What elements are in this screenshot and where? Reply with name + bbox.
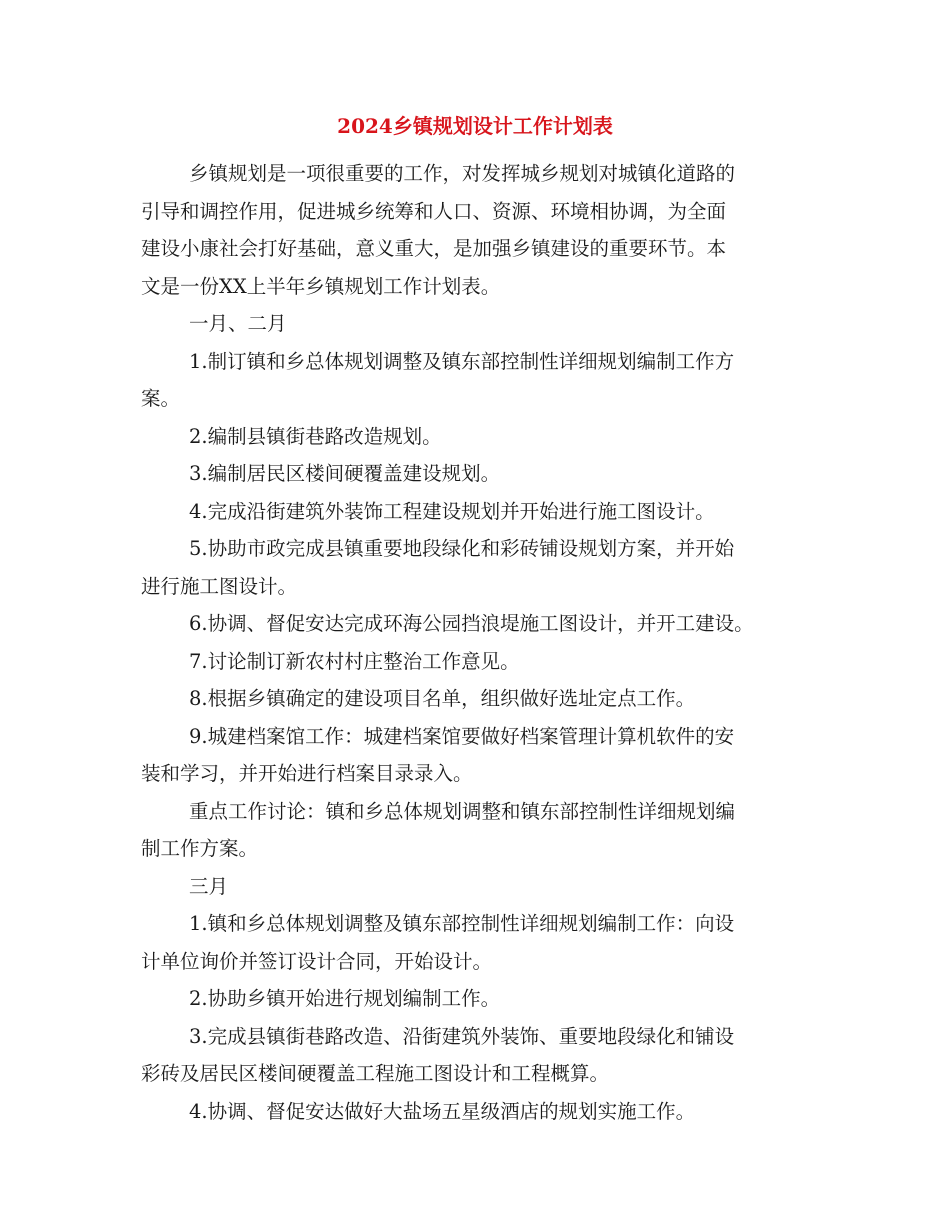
text-line: 引导和调控作用，促进城乡统筹和人口、资源、环境相协调，为全面	[141, 199, 727, 223]
text-line: 装和学习，并开始进行档案目录录入。	[141, 762, 473, 785]
text-line: 1.镇和乡总体规划调整及镇东部控制性详细规划编制工作：向设	[189, 912, 735, 935]
text-line: 制工作方案。	[141, 837, 259, 860]
text-line: 2.协助乡镇开始进行规划编制工作。	[189, 987, 501, 1010]
text-line: 三月	[189, 874, 229, 898]
text-line: 进行施工图设计。	[141, 574, 298, 598]
text-line: 5.协助市政完成县镇重要地段绿化和彩砖铺设规划方案，并开始	[189, 537, 735, 560]
text-line: 3.编制居民区楼间硬覆盖建设规划。	[189, 462, 501, 485]
text-line: 8.根据乡镇确定的建设项目名单，组织做好选址定点工作。	[189, 687, 696, 710]
text-line: 7.讨论制订新农村村庄整治工作意见。	[189, 649, 520, 673]
text-line: 6.协调、督促安达完成环海公园挡浪堤施工图设计，并开工建设。	[189, 612, 754, 635]
text-line: 乡镇规划是一项很重要的工作，对发挥城乡规划对城镇化道路的	[189, 162, 736, 185]
text-line: 计单位询价并签订设计合同，开始设计。	[141, 949, 493, 973]
text-line: 1.制订镇和乡总体规划调整及镇东部控制性详细规划编制工作方	[189, 349, 735, 373]
text-line: 4.协调、督促安达做好大盐场五星级酒店的规划实施工作。	[189, 1099, 696, 1123]
text-line: 9.城建档案馆工作：城建档案馆要做好档案管理计算机软件的安	[189, 724, 735, 748]
text-line: 建设小康社会打好基础，意义重大，是加强乡镇建设的重要环节。本	[141, 237, 727, 260]
document-body	[141, 155, 805, 1130]
text-line: 文是一份XX上半年乡镇规划工作计划表。	[141, 274, 501, 298]
text-line: 重点工作讨论：镇和乡总体规划调整和镇东部控制性详细规划编	[189, 799, 736, 823]
text-line: 彩砖及居民区楼间硬覆盖工程施工图设计和工程概算。	[141, 1062, 610, 1085]
text-line: 3.完成县镇街巷路改造、沿街建筑外装饰、重要地段绿化和铺设	[189, 1024, 735, 1048]
text-line: 4.完成沿街建筑外装饰工程建设规划并开始进行施工图设计。	[189, 499, 715, 523]
text-line: 一月、二月	[189, 312, 287, 335]
document-title: 2024乡镇规划设计工作计划表	[337, 114, 613, 138]
text-line: 案。	[141, 387, 181, 410]
text-line: 2.编制县镇街巷路改造规划。	[189, 424, 442, 448]
